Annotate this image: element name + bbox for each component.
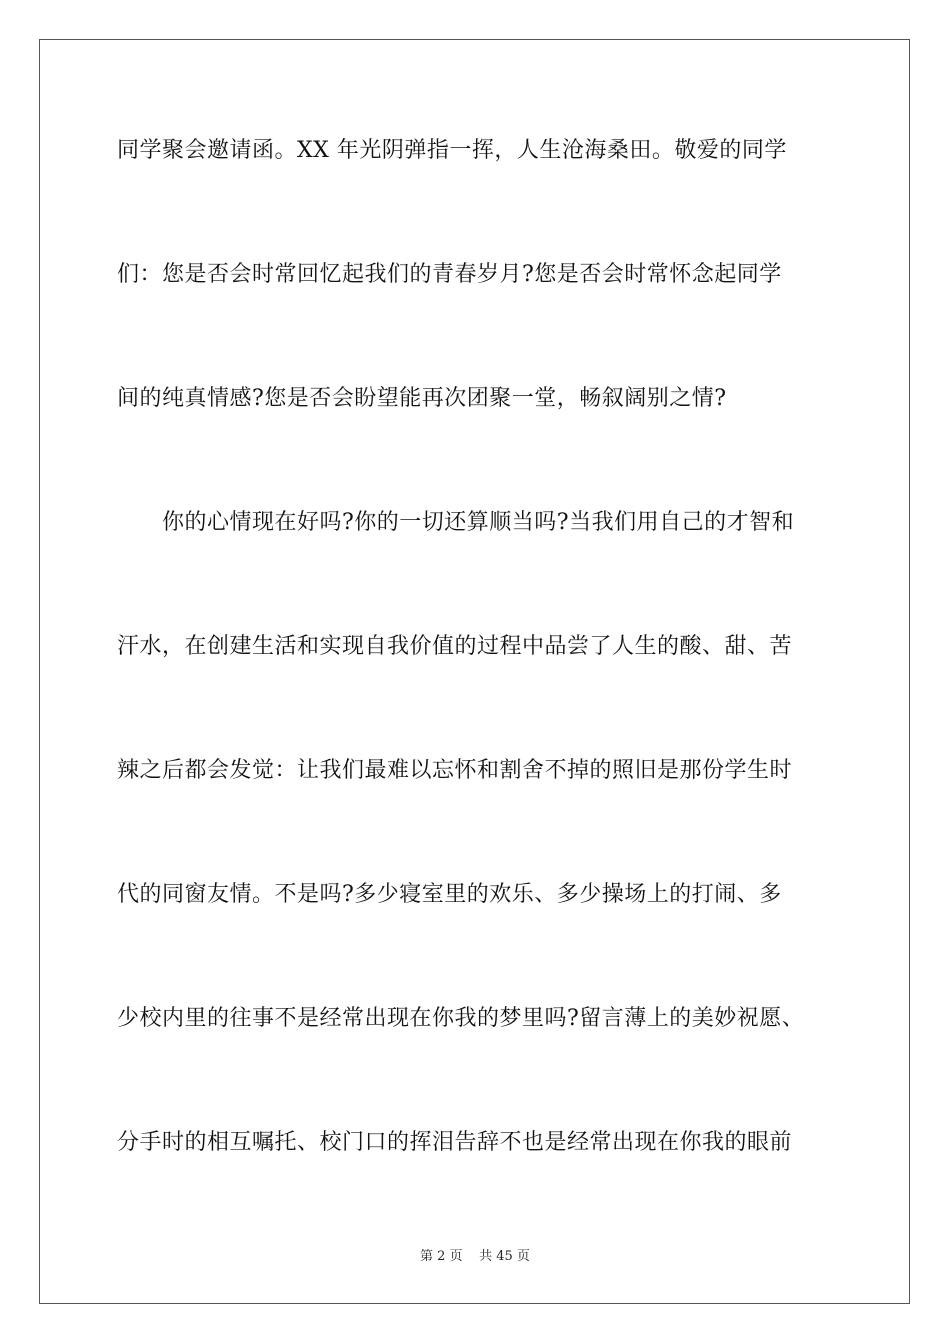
body-line-8: 少校内里的往事不是经常出现在你我的梦里吗?留言薄上的美妙祝愿、 [117,1006,805,1031]
body-line-3: 间的纯真情感?您是否会盼望能再次团聚一堂，畅叙阔别之情? [117,386,727,411]
body-line-5: 汗水，在创建生活和实现自我价值的过程中品尝了人生的酸、甜、苦 [117,634,793,659]
page-frame [39,39,910,1304]
body-line-9: 分手时的相互嘱托、校门口的挥泪告辞不也是经常出现在你我的眼前 [117,1130,793,1155]
body-line-2: 们：您是否会时常回忆起我们的青春岁月?您是否会时常怀念起同学 [117,262,782,287]
body-line-1: 同学聚会邀请函。XX 年光阴弹指一挥，人生沧海桑田。敬爱的同学 [117,138,787,163]
page-footer [0,1248,950,1266]
body-line-7: 代的同窗友情。不是吗?多少寝室里的欢乐、多少操场上的打闹、多 [117,882,782,907]
body-line-4: 你的心情现在好吗?你的一切还算顺当吗?当我们用自己的才智和 [162,510,795,535]
body-line-6: 辣之后都会发觉：让我们最难以忘怀和割舍不掉的照旧是那份学生时 [117,758,793,783]
page-number: 第 2 页 [420,1249,463,1264]
page-total: 共 45 页 [479,1249,530,1264]
